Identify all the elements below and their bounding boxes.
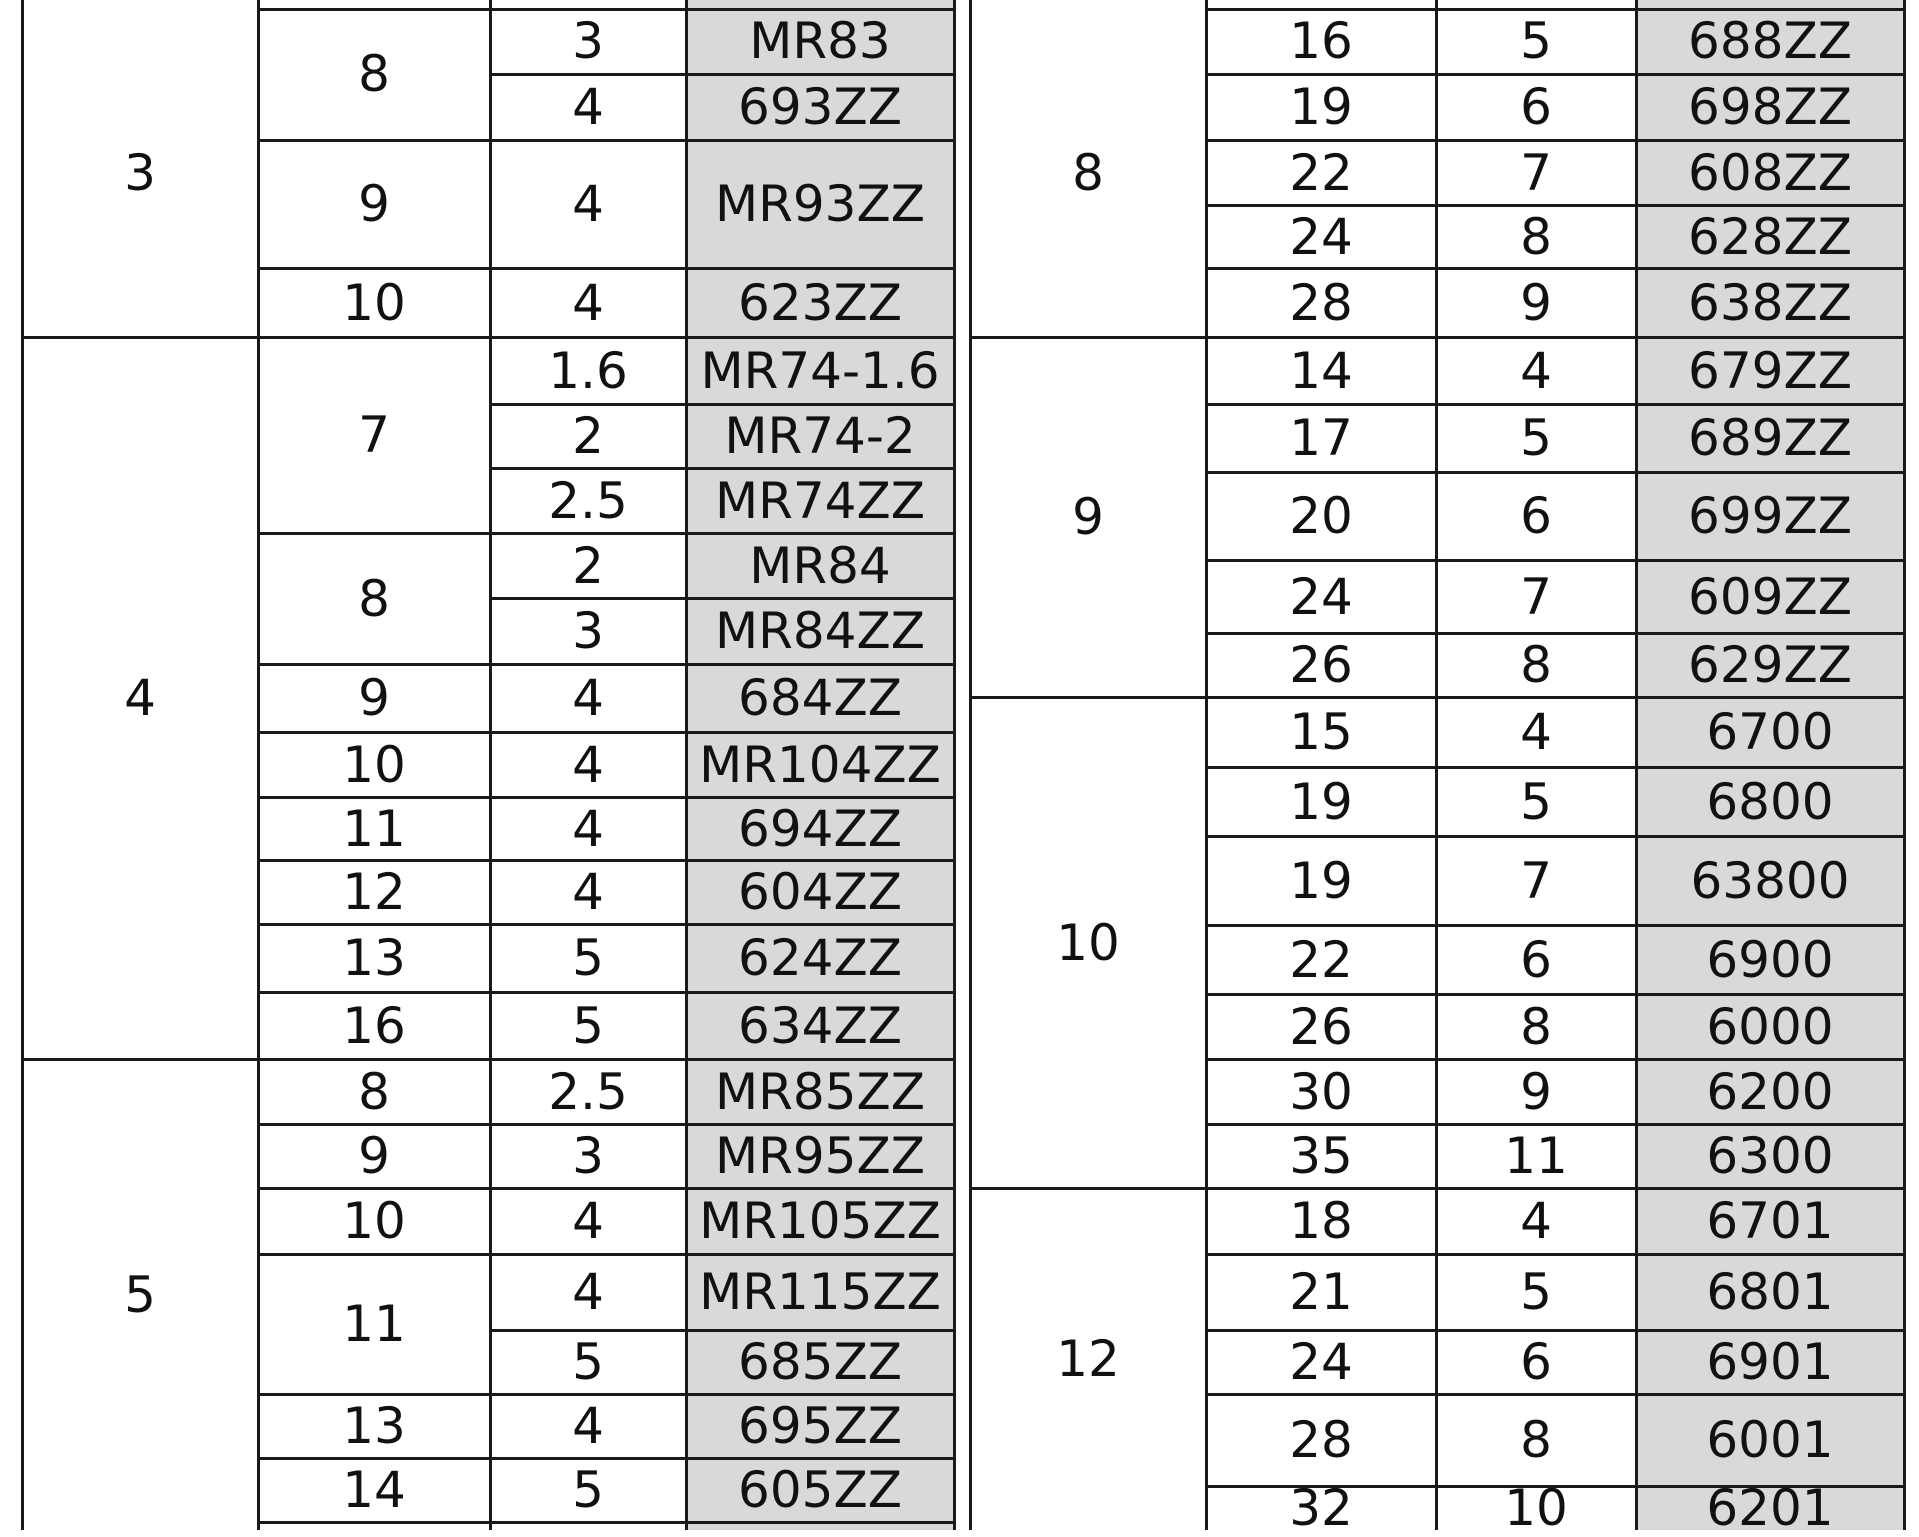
model-number-cell: MR95ZZ xyxy=(714,1127,925,1185)
model-number-cell: 63800 xyxy=(1690,851,1850,910)
inner-diameter-cell: 5 xyxy=(124,1265,156,1324)
inner-diameter-cell: 10 xyxy=(1056,913,1120,972)
width-cell: 4 xyxy=(572,799,604,858)
outer-diameter-cell: 7 xyxy=(358,406,390,464)
inner-diameter-cell: 9 xyxy=(1072,488,1104,546)
outer-diameter-cell: 24 xyxy=(1289,207,1353,266)
model-number-cell: 628ZZ xyxy=(1688,207,1852,266)
model-number-cell: 684ZZ xyxy=(738,669,902,727)
model-number-cell: MR115ZZ xyxy=(699,1263,941,1321)
model-number-cell: 6001 xyxy=(1706,1411,1834,1469)
width-cell: 6 xyxy=(1520,930,1552,989)
model-number-cell: 688ZZ xyxy=(1688,12,1852,70)
width-cell: 5 xyxy=(1520,1263,1552,1321)
outer-diameter-cell: 35 xyxy=(1289,1127,1353,1185)
model-number-cell: 604ZZ xyxy=(738,863,902,921)
width-cell: 3 xyxy=(572,1127,604,1185)
width-cell: 5 xyxy=(1520,772,1552,831)
width-cell: 2.5 xyxy=(548,1062,628,1121)
outer-diameter-cell: 13 xyxy=(342,1397,406,1455)
width-cell: 4 xyxy=(572,1192,604,1250)
model-number-cell: 679ZZ xyxy=(1688,341,1852,400)
outer-diameter-cell: 20 xyxy=(1289,487,1353,545)
outer-diameter-cell: 8 xyxy=(358,569,390,628)
model-number-cell: 6200 xyxy=(1706,1062,1834,1121)
width-cell: 4 xyxy=(572,1397,604,1455)
width-cell: 7 xyxy=(1520,851,1552,910)
width-cell: 6 xyxy=(1520,78,1552,136)
model-number-cell: 608ZZ xyxy=(1688,143,1852,202)
model-number-cell: 624ZZ xyxy=(738,929,902,987)
width-cell: 4 xyxy=(572,863,604,921)
model-number-cell: 6800 xyxy=(1706,772,1834,831)
inner-diameter-cell: 4 xyxy=(124,669,156,727)
model-number-cell: 629ZZ xyxy=(1688,636,1852,694)
width-cell: 5 xyxy=(572,996,604,1055)
model-number-cell: 6300 xyxy=(1706,1127,1834,1185)
model-number-cell: 6901 xyxy=(1706,1333,1834,1391)
width-cell: 3 xyxy=(572,12,604,70)
model-number-cell: 6900 xyxy=(1706,930,1834,989)
outer-diameter-cell: 9 xyxy=(358,1127,390,1185)
outer-diameter-cell: 19 xyxy=(1289,772,1353,831)
model-number-cell: MR74-2 xyxy=(724,407,916,465)
outer-diameter-cell: 13 xyxy=(342,929,406,987)
model-number-cell: MR84ZZ xyxy=(714,602,925,660)
width-cell: 3 xyxy=(572,602,604,660)
model-number-cell: MR74-1.6 xyxy=(700,341,940,400)
model-number-cell: MR104ZZ xyxy=(699,735,941,794)
outer-diameter-cell: 8 xyxy=(358,45,390,103)
model-number-cell: 699ZZ xyxy=(1688,487,1852,545)
width-cell: 9 xyxy=(1520,1062,1552,1121)
outer-diameter-cell: 15 xyxy=(1289,703,1353,761)
width-cell: 5 xyxy=(1520,12,1552,70)
outer-diameter-cell: 22 xyxy=(1289,143,1353,202)
outer-diameter-cell: 21 xyxy=(1289,1263,1353,1321)
outer-diameter-cell: 10 xyxy=(342,273,406,332)
width-cell: 7 xyxy=(1520,567,1552,626)
model-number-cell: MR85ZZ xyxy=(714,1062,925,1121)
width-cell: 4 xyxy=(572,1263,604,1321)
width-cell: 6 xyxy=(1520,1333,1552,1391)
width-cell: 5 xyxy=(572,1461,604,1519)
inner-diameter-cell: 12 xyxy=(1056,1330,1120,1388)
width-cell: 4 xyxy=(572,669,604,727)
width-cell: 8 xyxy=(1520,997,1552,1056)
outer-diameter-cell: 17 xyxy=(1289,409,1353,467)
outer-diameter-cell: 11 xyxy=(342,799,406,858)
model-number-cell: 609ZZ xyxy=(1688,567,1852,626)
outer-diameter-cell: 8 xyxy=(358,1062,390,1121)
model-number-cell: 695ZZ xyxy=(738,1397,902,1455)
outer-diameter-cell: 10 xyxy=(342,1192,406,1250)
outer-diameter-cell: 32 xyxy=(1289,1479,1353,1537)
model-number-cell: 634ZZ xyxy=(738,996,902,1055)
outer-diameter-cell: 11 xyxy=(342,1295,406,1353)
outer-diameter-cell: 14 xyxy=(342,1461,406,1519)
width-cell: 8 xyxy=(1520,636,1552,694)
width-cell: 4 xyxy=(572,735,604,794)
model-number-cell: 694ZZ xyxy=(738,799,902,858)
model-number-cell: 698ZZ xyxy=(1688,78,1852,136)
width-cell: 9 xyxy=(1520,273,1552,332)
outer-diameter-cell: 16 xyxy=(342,996,406,1055)
width-cell: 10 xyxy=(1504,1479,1568,1537)
outer-diameter-cell: 26 xyxy=(1289,997,1353,1056)
outer-diameter-cell: 16 xyxy=(1289,12,1353,70)
model-number-cell: 6700 xyxy=(1706,703,1834,761)
width-cell: 4 xyxy=(1520,703,1552,761)
width-cell: 5 xyxy=(572,1333,604,1391)
outer-diameter-cell: 22 xyxy=(1289,930,1353,989)
width-cell: 4 xyxy=(572,175,604,233)
model-number-cell: 638ZZ xyxy=(1688,273,1852,332)
outer-diameter-cell: 9 xyxy=(358,669,390,727)
model-number-cell: 6701 xyxy=(1706,1192,1834,1250)
model-number-cell: 605ZZ xyxy=(738,1461,902,1519)
outer-diameter-cell: 19 xyxy=(1289,851,1353,910)
outer-diameter-cell: 28 xyxy=(1289,273,1353,332)
model-number-cell: MR84 xyxy=(749,536,891,595)
width-cell: 5 xyxy=(1520,409,1552,467)
model-number-cell: MR93ZZ xyxy=(714,175,925,233)
model-number-cell: 693ZZ xyxy=(738,78,902,136)
width-cell: 2 xyxy=(572,536,604,595)
model-number-cell: 6801 xyxy=(1706,1263,1834,1321)
model-number-cell: 689ZZ xyxy=(1688,409,1852,467)
outer-diameter-cell: 19 xyxy=(1289,78,1353,136)
width-cell: 6 xyxy=(1520,487,1552,545)
model-number-cell: MR83 xyxy=(749,12,891,70)
width-cell: 8 xyxy=(1520,1411,1552,1469)
outer-diameter-cell: 9 xyxy=(358,175,390,233)
width-cell: 2.5 xyxy=(548,471,628,530)
model-number-cell: 685ZZ xyxy=(738,1333,902,1391)
outer-diameter-cell: 28 xyxy=(1289,1411,1353,1469)
inner-diameter-cell: 8 xyxy=(1072,143,1104,202)
width-cell: 4 xyxy=(1520,1192,1552,1250)
width-cell: 4 xyxy=(572,78,604,136)
width-cell: 5 xyxy=(572,929,604,987)
width-cell: 1.6 xyxy=(548,341,628,400)
model-number-cell: 623ZZ xyxy=(738,273,902,332)
width-cell: 7 xyxy=(1520,143,1552,202)
model-number-cell: MR105ZZ xyxy=(699,1192,941,1250)
width-cell: 4 xyxy=(572,273,604,332)
outer-diameter-cell: 24 xyxy=(1289,567,1353,626)
outer-diameter-cell: 10 xyxy=(342,735,406,794)
width-cell: 8 xyxy=(1520,207,1552,266)
outer-diameter-cell: 12 xyxy=(342,863,406,921)
width-cell: 11 xyxy=(1504,1127,1568,1185)
outer-diameter-cell: 30 xyxy=(1289,1062,1353,1121)
width-cell: 4 xyxy=(1520,341,1552,400)
model-number-cell: 6201 xyxy=(1706,1479,1834,1537)
width-cell: 2 xyxy=(572,407,604,465)
outer-diameter-cell: 26 xyxy=(1289,636,1353,694)
outer-diameter-cell: 24 xyxy=(1289,1333,1353,1391)
model-number-cell: 6000 xyxy=(1706,997,1834,1056)
outer-diameter-cell: 14 xyxy=(1289,341,1353,400)
model-number-cell: MR74ZZ xyxy=(714,471,925,530)
inner-diameter-cell: 3 xyxy=(124,143,156,202)
outer-diameter-cell: 18 xyxy=(1289,1192,1353,1250)
